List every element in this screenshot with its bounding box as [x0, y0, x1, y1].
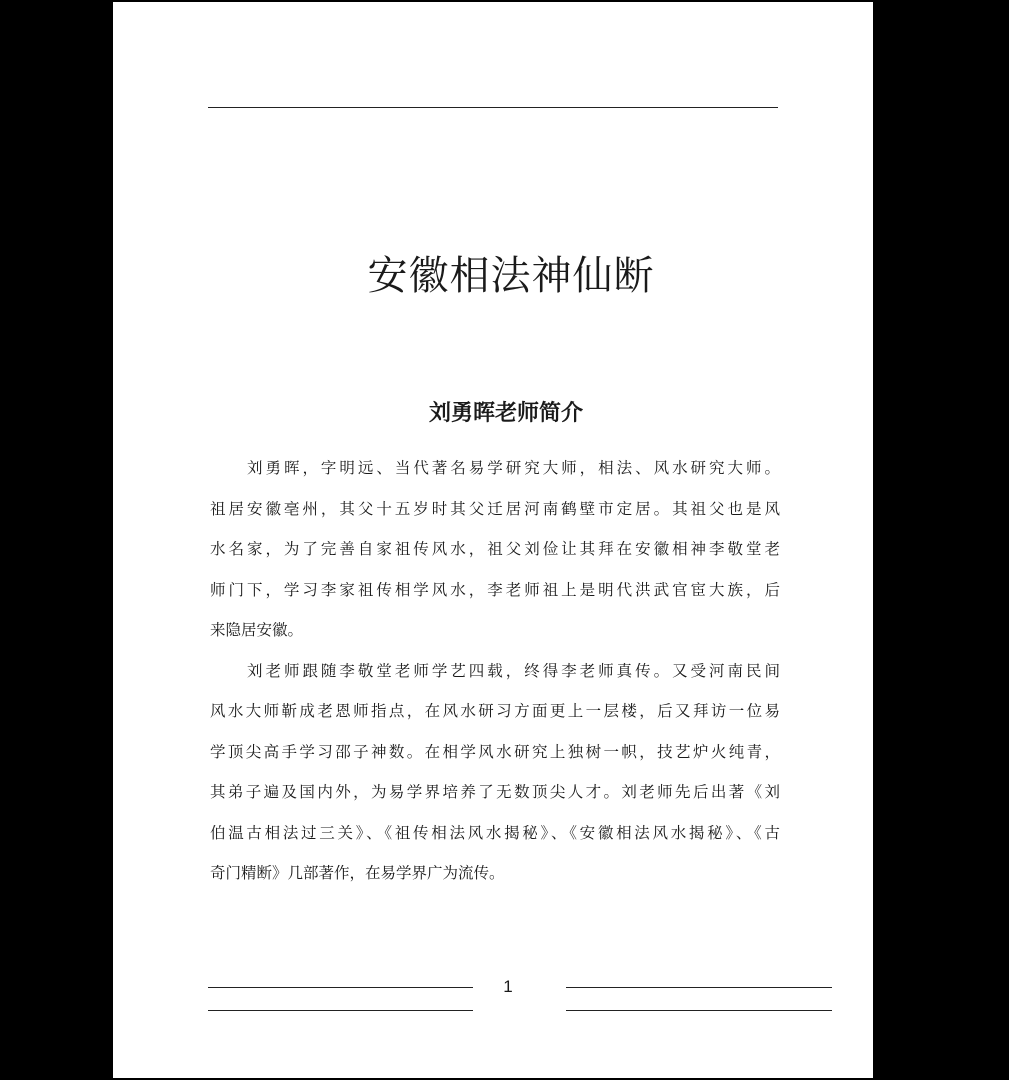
text-line: 水名家，为了完善自家祖传风水，祖父刘俭让其拜在安徽相神李敬堂老 [210, 540, 780, 558]
document-page [113, 2, 873, 1078]
text-line: 奇门精断》几部著作，在易学界广为流传。 [210, 864, 505, 882]
text-line: 刘老师跟随李敬堂老师学艺四载，终得李老师真传。又受河南民间 [247, 661, 780, 680]
text-line: 祖居安徽亳州，其父十五岁时其父迁居河南鹤壁市定居。其祖父也是风 [210, 499, 780, 518]
footer-rule-left-upper [208, 987, 473, 988]
section-heading: 刘勇晖老师简介 [428, 401, 583, 426]
footer-rule-right-upper [566, 987, 832, 988]
text-line: 风水大师靳成老恩师指点，在风水研习方面更上一层楼，后又拜访一位易 [210, 702, 780, 720]
text-line: 师门下，学习李家祖传相学风水，李老师祖上是明代洪武官宦大族，后 [210, 580, 780, 599]
footer-rule-right-lower [566, 1010, 832, 1011]
footer-rule-left-lower [208, 1010, 473, 1011]
header-rule [208, 107, 778, 108]
text-line: 伯温古相法过三关》、《祖传相法风水揭秘》、《安徽相法风水揭秘》、《古 [210, 823, 780, 842]
book-title: 安徽相法神仙断 [367, 253, 655, 299]
text-line: 来隐居安徽。 [210, 621, 304, 639]
page-number: 1 [503, 977, 513, 996]
text-line: 其弟子遍及国内外，为易学界培养了无数顶尖人才。刘老师先后出著《刘 [210, 783, 780, 801]
biography-text [210, 448, 780, 894]
text-line: 学顶尖高手学习邵子神数。在相学风水研究上独树一帜，技艺炉火纯青， [210, 742, 780, 761]
text-line: 刘勇晖，字明远、当代著名易学研究大师，相法、风水研究大师。 [247, 459, 780, 477]
